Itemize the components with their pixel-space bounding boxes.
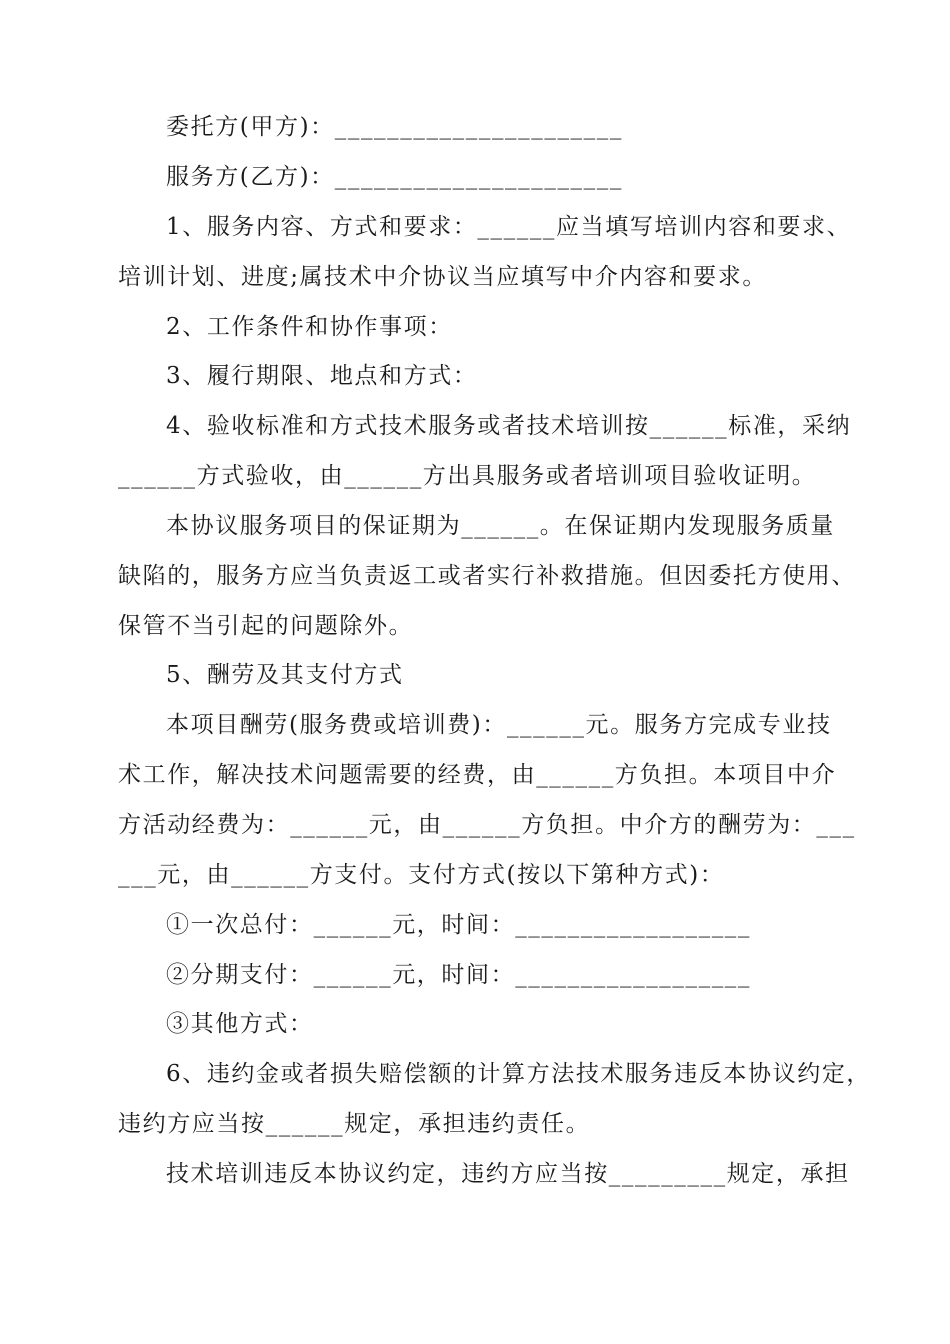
clause-1-line-2: 培训计划、进度;属技术中介协议当应填写中介内容和要求。 bbox=[118, 264, 767, 290]
party-a-line: 委托方(甲方)：______________________ bbox=[166, 114, 623, 140]
clause-3-line: 3、履行期限、地点和方式： bbox=[166, 363, 478, 389]
fee-line-2: 术工作，解决技术问题需要的经费，由______方负担。本项目中介 bbox=[118, 762, 837, 788]
clause-4-line-2: ______方式验收，由______方出具服务或者培训项目验收证明。 bbox=[118, 463, 817, 489]
payment-option-2: ②分期支付：______元，时间：__________________ bbox=[166, 962, 751, 988]
training-breach-line: 技术培训违反本协议约定，违约方应当按_________规定，承担 bbox=[166, 1161, 850, 1187]
clause-2-line: 2、工作条件和协作事项： bbox=[166, 314, 453, 340]
fee-line-1: 本项目酬劳(服务费或培训费)：______元。服务方完成专业技 bbox=[166, 712, 832, 738]
warranty-line-3: 保管不当引起的问题除外。 bbox=[118, 613, 414, 639]
payment-option-1: ①一次总付：______元，时间：__________________ bbox=[166, 912, 751, 938]
fee-line-3: 方活动经费为：______元，由______方负担。中介方的酬劳为：___ bbox=[118, 812, 856, 838]
clause-6-line-1: 6、违约金或者损失赔偿额的计算方法技术服务违反本协议约定， bbox=[166, 1061, 872, 1087]
clause-4-line-1: 4、验收标准和方式技术服务或者技术培训按______标准，采纳 bbox=[166, 413, 852, 439]
warranty-line-1: 本协议服务项目的保证期为______。在保证期内发现服务质量 bbox=[166, 513, 835, 539]
clause-6-line-2: 违约方应当按______规定，承担违约责任。 bbox=[118, 1111, 591, 1137]
fee-line-4: ___元，由______方支付。支付方式(按以下第种方式)： bbox=[118, 862, 725, 888]
party-b-line: 服务方(乙方)：______________________ bbox=[166, 164, 623, 190]
clause-5-heading: 5、酬劳及其支付方式 bbox=[166, 662, 404, 688]
warranty-line-2: 缺陷的，服务方应当负责返工或者实行补救措施。但因委托方使用、 bbox=[118, 563, 856, 589]
payment-option-3: ③其他方式： bbox=[166, 1011, 314, 1037]
clause-1-line-1: 1、服务内容、方式和要求：______应当填写培训内容和要求、 bbox=[166, 214, 852, 240]
